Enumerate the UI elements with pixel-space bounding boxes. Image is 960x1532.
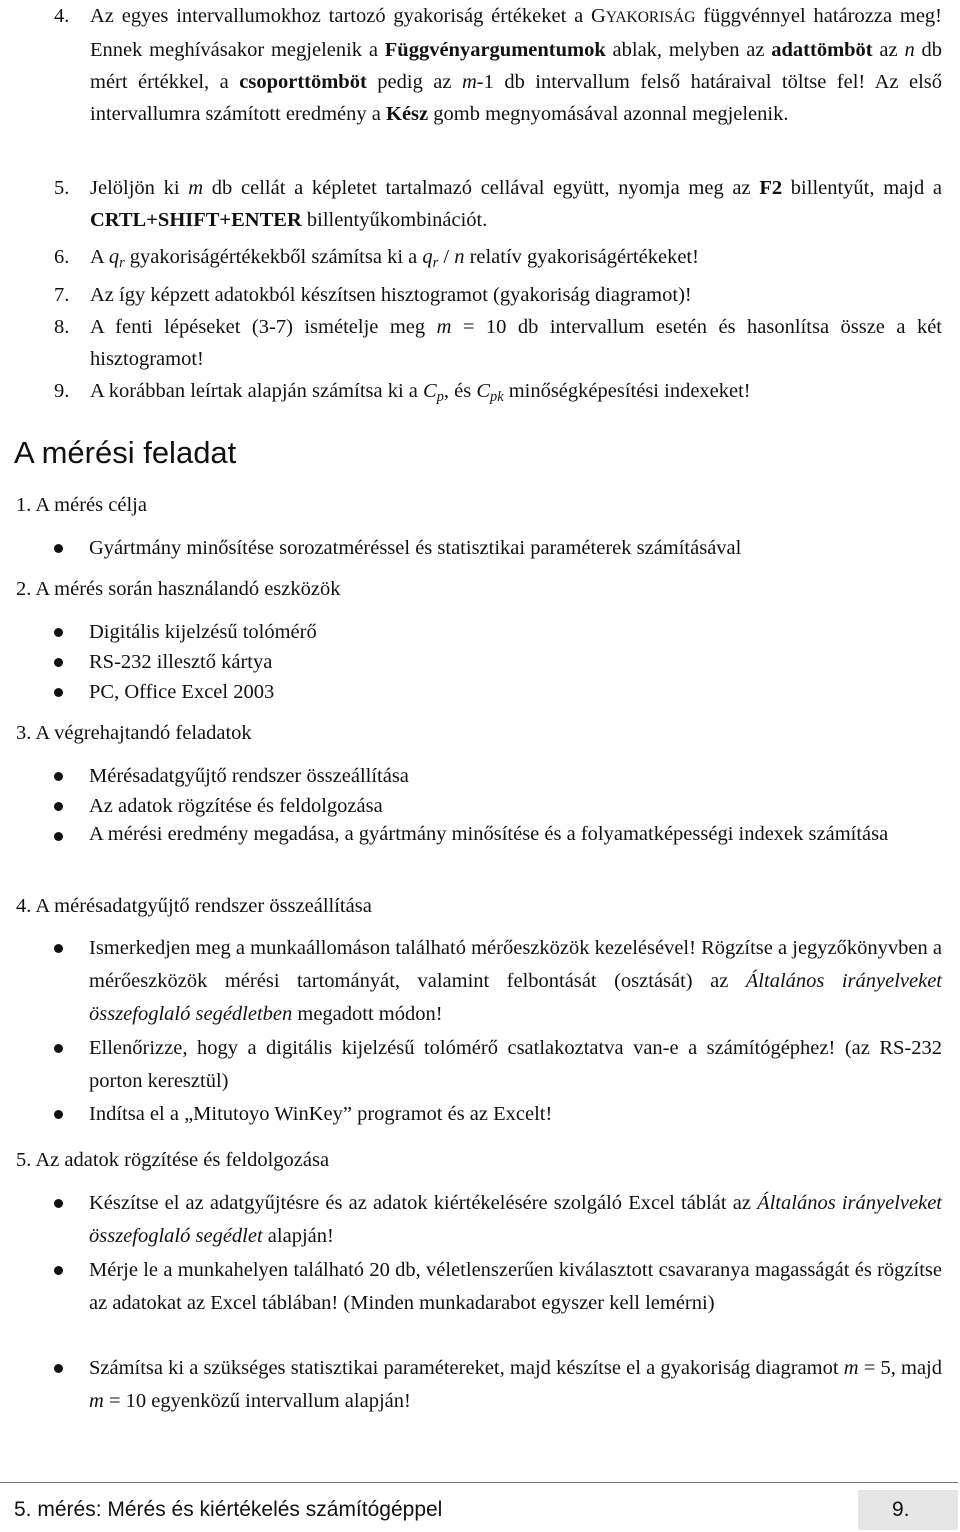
page-footer — [0, 1490, 958, 1530]
subsection-title: 4. A mérésadatgyűjtő rendszer összeállítása — [16, 895, 372, 917]
section-title: A mérési feladat — [14, 435, 237, 470]
footer-divider — [0, 1482, 958, 1483]
footer-title: 5. mérés: Mérés és kiértékelés számítógéppel — [14, 1498, 443, 1521]
step-7 — [54, 279, 942, 311]
step-text: Az így képzett adatokból készítsen hisztogramot (gyakoriság diagramot)! — [90, 284, 692, 306]
list-item: PC, Office Excel 2003 — [54, 676, 942, 708]
list-item: Ismerkedjen meg a munkaállomáson található mérőeszközök kezelésével! Rögzítse a jegyzőkönyvben a mérőeszközök mérési tartományát, valamint felbontását (osztását) az Általános irányelveket összefoglaló segédletben megadott módon! — [54, 932, 942, 1031]
subsection-title: 3. A végrehajtandó feladatok — [16, 722, 252, 744]
step-number: 6. — [54, 246, 70, 268]
bullet-icon — [54, 1044, 63, 1053]
list-item: Az adatok rögzítése és feldolgozása — [54, 790, 942, 822]
page-number: 9. — [892, 1498, 910, 1521]
list-item: Számítsa ki a szükséges statisztikai paramétereket, majd készítse el a gyakoriság diagramot m = 5, majd m = 10 egyenközű intervallum alapján! — [54, 1352, 942, 1418]
bullet-icon — [54, 802, 63, 811]
step-8 — [54, 311, 942, 375]
list-item: Mérje le a munkahelyen található 20 db, véletlenszerűen kiválasztott csavaranya magasságát és rögzítse az adatokat az Excel táblában! (Minden munkadarabot egyszer kell lemérni) — [54, 1254, 942, 1320]
step-number: 9. — [54, 380, 70, 402]
list-item: Mérésadatgyűjtő rendszer összeállítása — [54, 760, 942, 792]
list-item: Ellenőrizze, hogy a digitális kijelzésű tolómérő csatlakoztatva van-e a számítógéphez! (az RS-232 porton keresztül) — [54, 1032, 942, 1098]
list-item: Gyártmány minősítése sorozatméréssel és statisztikai paraméterek számításával — [54, 532, 942, 564]
step-text: A $q_r$ gyakoriságértékekből számítsa ki a $q_r$ / n relatív gyakoriságértékeket! — [90, 246, 699, 271]
bullet-icon — [54, 772, 63, 781]
step-9 — [54, 375, 942, 407]
subsection-title: 1. A mérés célja — [16, 494, 147, 516]
bullet-icon — [54, 688, 63, 697]
subsection-title: 2. A mérés során használandó eszközök — [16, 578, 341, 600]
step-text: A fenti lépéseket (3-7) ismételje meg m = 10 db intervallum esetén és hasonlítsa össze a két hisztogramot! — [90, 316, 942, 370]
list-item: RS-232 illesztő kártya — [54, 646, 942, 678]
step-text: Az egyes intervallumokhoz tartozó gyakoriság értékeket a GYAKORISÁG függvénnyel határozza meg! Ennek meghívásakor megjelenik a Függvényargumentumok ablak, melyben az adattömböt az n db mért értékkel, a csoporttömböt pedig az m-1 db intervallum felső határaival töltse fel! Az első intervallumra számított eredmény a Kész gomb megnyomásával azonnal megjelenik. — [90, 5, 943, 125]
step-5 — [54, 172, 942, 236]
bullet-icon — [54, 832, 63, 841]
bullet-icon — [54, 1364, 63, 1373]
step-number: 4. — [54, 5, 70, 27]
bullet-icon — [54, 1199, 63, 1208]
step-number: 5. — [54, 177, 70, 199]
list-item: Digitális kijelzésű tolómérő — [54, 616, 942, 648]
bullet-icon — [54, 658, 63, 667]
step-text: Jelöljön ki m db cellát a képletet tartalmazó cellával együtt, nyomja meg az F2 billentyűt, majd a CRTL+SHIFT+ENTER billentyűkombinációt. — [90, 177, 943, 231]
step-6 — [54, 241, 942, 273]
step-4 — [54, 0, 942, 130]
list-item: A mérési eredmény megadása, a gyártmány minősítése és a folyamatképességi indexek számítása — [54, 820, 942, 849]
bullet-icon — [54, 944, 63, 953]
bullet-icon — [54, 628, 63, 637]
bullet-icon — [54, 1266, 63, 1275]
step-text: A korábban leírtak alapján számítsa ki a $C_p$, és $C_{pk}$ minőségképesítési indexeket! — [90, 380, 751, 405]
page-number-box — [858, 1490, 958, 1530]
list-item: Készítse el az adatgyűjtésre és az adatok kiértékelésére szolgáló Excel táblát az Általános irányelveket összefoglaló segédlet alapján! — [54, 1187, 942, 1253]
bullet-icon — [54, 1110, 63, 1119]
list-item: Indítsa el a „Mitutoyo WinKey” programot és az Excelt! — [54, 1098, 942, 1131]
step-number: 8. — [54, 316, 70, 338]
bullet-icon — [54, 544, 63, 553]
subsection-title: 5. Az adatok rögzítése és feldolgozása — [16, 1149, 330, 1171]
step-number: 7. — [54, 284, 70, 306]
